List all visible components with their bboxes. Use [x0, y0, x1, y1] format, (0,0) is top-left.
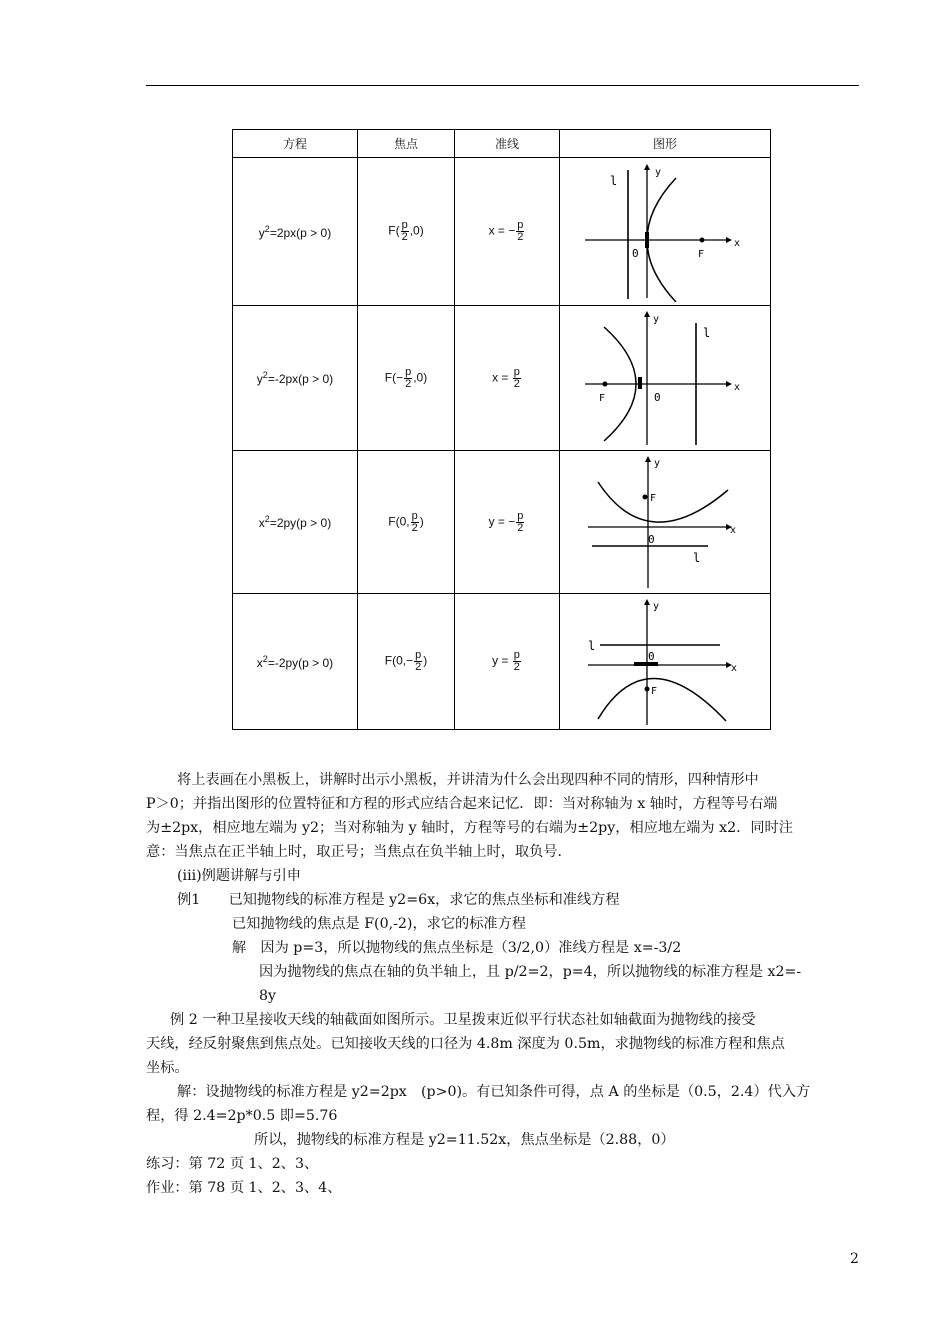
svg-text:0: 0: [648, 533, 655, 546]
svg-text:0: 0: [648, 649, 655, 663]
directrix-cell: y = $\frac{p}{2}$: [455, 594, 560, 730]
graph-cell: [560, 158, 771, 306]
header-equation: 方程: [233, 130, 358, 158]
parabola-graph-left: [580, 309, 750, 447]
header-directrix: 准线: [455, 130, 560, 158]
svg-text:x: x: [731, 662, 738, 674]
graph-cell: [560, 594, 771, 730]
table-row: [233, 451, 771, 594]
svg-text:l: l: [588, 638, 596, 653]
body-text: [146, 768, 866, 1200]
graph-cell: [560, 451, 771, 594]
section-heading: (iii)例题讲解与引申: [177, 868, 301, 884]
table-row: [233, 594, 771, 730]
equation-cell: $x^2=2py(p > 0)$: [233, 451, 358, 594]
svg-text:0: 0: [632, 246, 639, 260]
svg-text:x: x: [730, 525, 737, 536]
parabola-graph-right: [580, 162, 750, 302]
header-rule: [146, 85, 859, 86]
parabola-graph-down: [580, 597, 750, 727]
svg-text:x: x: [734, 382, 741, 393]
svg-text:F: F: [651, 685, 658, 697]
svg-text:y: y: [653, 314, 660, 325]
homework-line: 作业：第 78 页 1、2、3、4、: [146, 1180, 342, 1196]
directrix-cell: x = $\frac{p}{2}$: [455, 306, 560, 451]
parabola-table: [232, 129, 771, 730]
paragraph-line: 将上表画在小黑板上，讲解时出示小黑板，并讲清为什么会出现四种不同的情形，四种情形中: [177, 772, 759, 788]
svg-text:l: l: [693, 551, 701, 565]
equation-cell: $y^2=-2px(p > 0)$: [233, 306, 358, 451]
table-row: [233, 158, 771, 306]
table-header-row: [233, 130, 771, 158]
focus-cell: F(− $\frac{p}{2}$ ,0): [358, 306, 455, 451]
paragraph-line: 为±2px，相应地左端为 y2；当对称轴为 y 轴时，方程等号的右端为±2py，相应地左端为 x2．同时注: [146, 820, 793, 836]
focus-cell: F(0, $\frac{p}{2}$ ): [358, 451, 455, 594]
solution-2-line: 解：设抛物线的标准方程是 y2=2px (p>0)。有已知条件可得，点 A 的坐标是（0.5，2.4）代入方: [177, 1084, 811, 1100]
solution-line: 8y: [259, 988, 277, 1004]
equation-cell: $x^2=-2py(p > 0)$: [233, 594, 358, 730]
solution-line: 因为抛物线的焦点在轴的负半轴上，且 p/2=2，p=4，所以抛物线的标准方程是 x2=-: [259, 964, 802, 980]
example-1-part-2: 已知抛物线的焦点是 F(0,-2)，求它的标准方程: [232, 916, 526, 932]
paragraph-line: 意：当焦点在正半轴上时，取正号；当焦点在负半轴上时，取负号．: [146, 844, 572, 860]
svg-text:y: y: [654, 458, 661, 469]
svg-text:l: l: [610, 173, 618, 188]
svg-text:F: F: [599, 393, 606, 404]
focus-cell: F(0,− $\frac{p}{2}$ ): [358, 594, 455, 730]
solution-line: 解 因为 p=3，所以抛物线的焦点坐标是（3/2,0）准线方程是 x=-3/2: [232, 940, 682, 956]
graph-cell: [560, 306, 771, 451]
svg-text:y: y: [655, 166, 662, 178]
svg-text:0: 0: [654, 391, 661, 404]
example-2-line: 坐标。: [146, 1060, 189, 1076]
svg-text:F: F: [698, 248, 705, 260]
svg-text:x: x: [734, 237, 741, 249]
header-graph: 图形: [560, 130, 771, 158]
svg-text:y: y: [653, 600, 660, 612]
example-1-title: 例1 已知抛物线的标准方程是 y2=6x，求它的焦点坐标和准线方程: [177, 892, 620, 908]
parabola-graph-up: [580, 454, 750, 590]
table-row: [233, 306, 771, 451]
svg-text:l: l: [703, 326, 711, 340]
page-number: 2: [850, 1251, 859, 1267]
directrix-cell: x = − $\frac{p}{2}$: [455, 158, 560, 306]
header-focus: 焦点: [358, 130, 455, 158]
practice-line: 练习：第 72 页 1、2、3、: [146, 1156, 319, 1172]
directrix-cell: y = − $\frac{p}{2}$: [455, 451, 560, 594]
svg-text:F: F: [650, 493, 657, 504]
paragraph-line: P＞0；并指出图形的位置特征和方程的形式应结合起来记忆．即：当对称轴为 x 轴时，方程等号右端: [146, 796, 778, 812]
solution-2-line: 所以，抛物线的标准方程是 y2=11.52x，焦点坐标是（2.88，0）: [254, 1132, 675, 1148]
focus-cell: F( $\frac{p}{2}$ ,0): [358, 158, 455, 306]
example-2-line: 例 2 一种卫星接收天线的轴截面如图所示。卫星拨束近似平行状态社如轴截面为抛物线的接受: [170, 1012, 756, 1028]
equation-cell: $y^2=2px(p > 0)$: [233, 158, 358, 306]
solution-2-line: 程，得 2.4=2p*0.5 即=5.76: [146, 1108, 338, 1124]
example-2-line: 天线，经反射聚焦到焦点处。已知接收天线的口径为 4.8m 深度为 0.5m，求抛物线的标准方程和焦点: [146, 1036, 785, 1052]
